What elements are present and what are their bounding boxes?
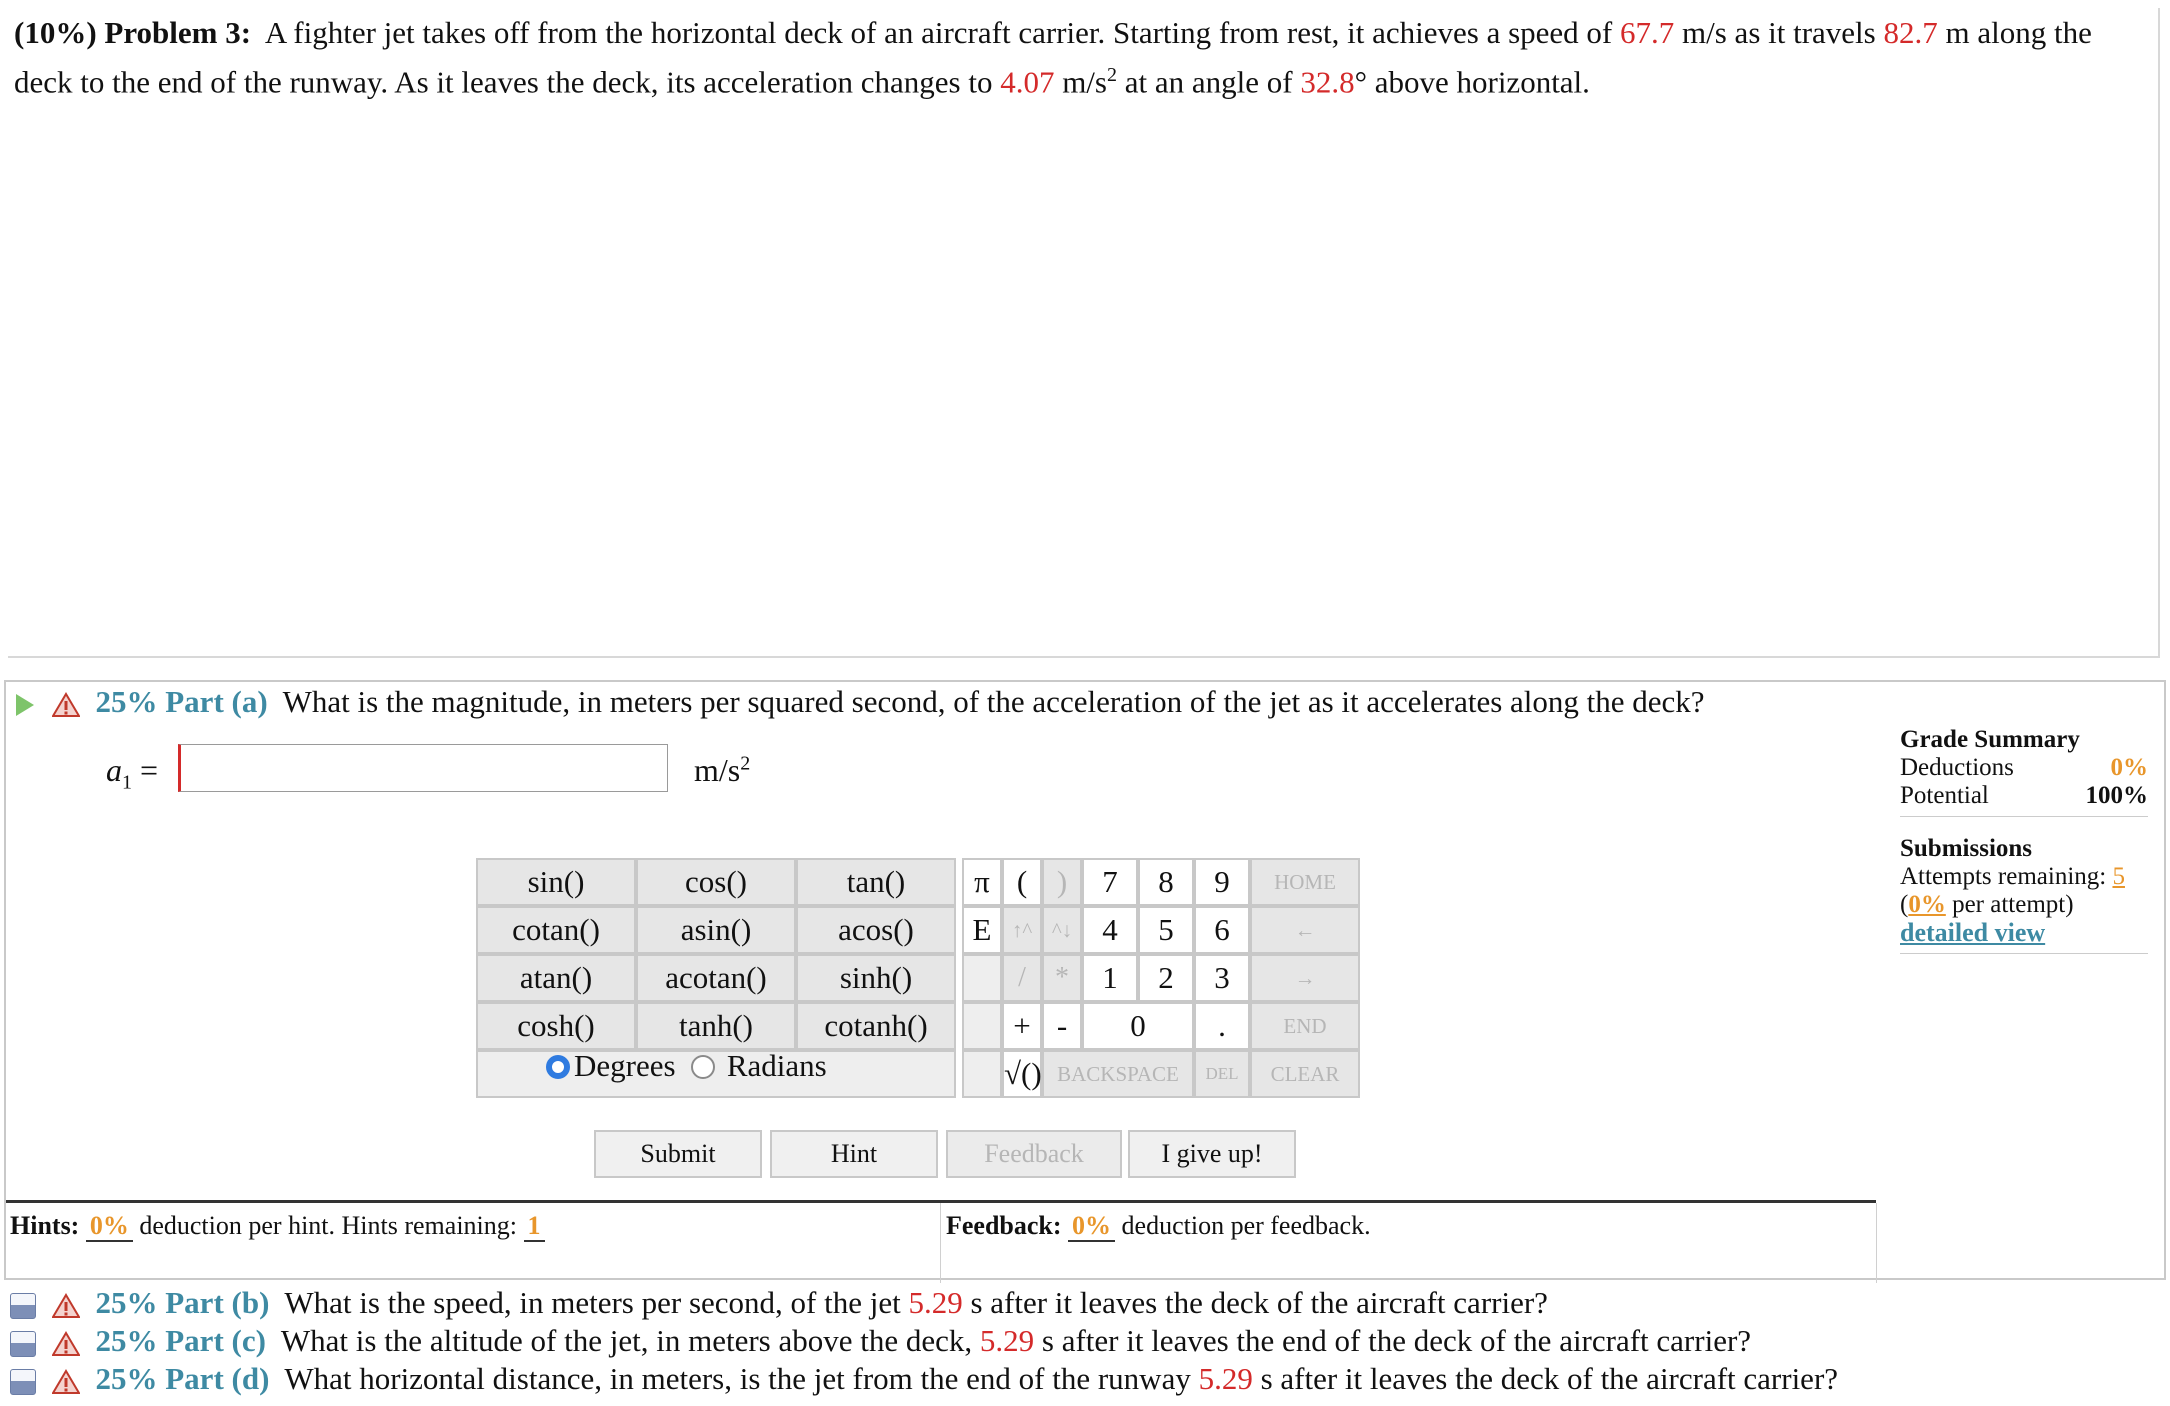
hints-feedback-bar	[6, 1200, 1876, 1283]
digit-6-key[interactable]: 6	[1194, 906, 1250, 954]
problem-text: ° above horizontal.	[1354, 64, 1590, 100]
deductions-value: 0%	[2110, 754, 2148, 781]
function-key-tan[interactable]: tan()	[796, 858, 956, 906]
close-paren-key[interactable]: )	[1042, 858, 1082, 906]
blank-key	[962, 954, 1002, 1002]
radians-label[interactable]: Radians	[726, 1048, 827, 1083]
plus-key[interactable]: +	[1002, 1002, 1042, 1050]
hints-label: Hints:	[10, 1211, 80, 1240]
part-a-panel	[4, 680, 2166, 1280]
feedback-deduction: 0%	[1068, 1211, 1115, 1242]
feedback-label: Feedback:	[946, 1211, 1062, 1240]
up-arrow-key[interactable]: ↑^	[1002, 906, 1042, 954]
digit-8-key[interactable]: 8	[1138, 858, 1194, 906]
function-key-cos[interactable]: cos()	[636, 858, 796, 906]
degrees-radio[interactable]	[546, 1055, 570, 1079]
collapsed-part-icon[interactable]	[10, 1293, 36, 1319]
function-key-cosh[interactable]: cosh()	[476, 1002, 636, 1050]
part-a-question: What is the magnitude, in meters per squared second, of the acceleration of the jet as it accelerates along the deck?	[282, 684, 1705, 719]
function-key-asin[interactable]: asin()	[636, 906, 796, 954]
blank-key	[962, 1002, 1002, 1050]
hint-deduction: 0%	[86, 1211, 133, 1242]
problem-text: m/s as it travels	[1682, 15, 1876, 50]
angle-value: 32.8	[1300, 64, 1355, 100]
digit-7-key[interactable]: 7	[1082, 858, 1138, 906]
part-d-row[interactable]	[10, 1360, 1838, 1398]
function-key-tanh[interactable]: tanh()	[636, 1002, 796, 1050]
grade-summary-title: Grade Summary	[1900, 726, 2080, 753]
problem-text: m/s	[1062, 64, 1107, 100]
unit-label: $m/s^2$	[694, 752, 751, 788]
feedback-text: deduction per feedback.	[1121, 1211, 1371, 1240]
digit-4-key[interactable]: 4	[1082, 906, 1138, 954]
distance-value: 82.7	[1883, 15, 1938, 50]
function-key-sinh[interactable]: sinh()	[796, 954, 956, 1002]
end-key[interactable]: END	[1250, 1002, 1360, 1050]
function-key-sin[interactable]: sin()	[476, 858, 636, 906]
hint-button[interactable]: Hint	[770, 1130, 938, 1178]
part-b-row[interactable]	[10, 1284, 1548, 1322]
pi-key[interactable]: π	[962, 858, 1002, 906]
answer-input[interactable]	[178, 744, 668, 792]
grade-summary	[1900, 726, 2148, 954]
clear-key[interactable]: CLEAR	[1250, 1050, 1360, 1098]
part-a-header	[16, 682, 1705, 722]
play-icon[interactable]	[16, 694, 34, 716]
part-d-value: 5.29	[1198, 1361, 1253, 1396]
part-b-question: What is the speed, in meters per second, of the jet	[284, 1285, 901, 1320]
part-c-question: s after it leaves the end of the deck of the aircraft carrier?	[1041, 1323, 1752, 1358]
open-paren-key[interactable]: (	[1002, 858, 1042, 906]
part-c-label[interactable]: 25% Part (c)	[95, 1323, 266, 1358]
per-attempt-row: (0% per attempt)	[1900, 891, 2074, 918]
divider	[940, 1203, 941, 1283]
digit-1-key[interactable]: 1	[1082, 954, 1138, 1002]
delete-key[interactable]: DEL	[1194, 1050, 1250, 1098]
angle-mode-selector	[546, 1048, 827, 1084]
degrees-label[interactable]: Degrees	[574, 1048, 676, 1083]
multiply-key[interactable]: *	[1042, 954, 1082, 1002]
part-b-value: 5.29	[908, 1285, 963, 1320]
e-key[interactable]: E	[962, 906, 1002, 954]
divide-key[interactable]: /	[1002, 954, 1042, 1002]
function-key-atan[interactable]: atan()	[476, 954, 636, 1002]
digit-9-key[interactable]: 9	[1194, 858, 1250, 906]
feedback-info	[946, 1211, 1371, 1241]
problem-statement: (10%) Problem 3: A fighter jet takes off from the horizontal deck of an aircraft carrier. Starting from rest, it achieves a speed of 67.7 m/s as it travels 82.7 m along the deck to the end of the runway. As it leaves the deck, its acceleration changes to 4.07 $m/s^2$ at an angle of 32.8° above horizontal.	[8, 8, 2160, 658]
digit-2-key[interactable]: 2	[1138, 954, 1194, 1002]
part-d-question: What horizontal distance, in meters, is the jet from the end of the runway	[284, 1361, 1191, 1396]
sqrt-key[interactable]: √()	[1002, 1050, 1042, 1098]
submissions-title: Submissions	[1900, 835, 2033, 862]
accel-value: 4.07	[1000, 64, 1055, 100]
digit-5-key[interactable]: 5	[1138, 906, 1194, 954]
deductions-row: Deductions 0%	[1900, 754, 2148, 781]
problem-weight: (10%)	[14, 15, 97, 50]
right-arrow-key[interactable]: →	[1250, 954, 1360, 1002]
hints-text: deduction per hint. Hints remaining:	[139, 1211, 517, 1240]
radians-radio[interactable]	[691, 1055, 715, 1079]
warning-icon	[52, 692, 80, 718]
submit-button[interactable]: Submit	[594, 1130, 762, 1178]
minus-key[interactable]: -	[1042, 1002, 1082, 1050]
collapsed-part-icon[interactable]	[10, 1369, 36, 1395]
home-key[interactable]: HOME	[1250, 858, 1360, 906]
warning-icon	[52, 1369, 80, 1395]
problem-text: A fighter jet takes off from the horizontal deck of an aircraft carrier. Starting from rest, it achieves a speed of	[264, 15, 1613, 50]
part-a-label[interactable]: 25% Part (a)	[95, 684, 268, 719]
down-arrow-key[interactable]: ^↓	[1042, 906, 1082, 954]
feedback-button[interactable]: Feedback	[946, 1130, 1122, 1178]
backspace-key[interactable]: BACKSPACE	[1042, 1050, 1194, 1098]
collapsed-part-icon[interactable]	[10, 1331, 36, 1357]
potential-row: Potential 100%	[1900, 782, 2148, 809]
part-c-value: 5.29	[979, 1323, 1035, 1358]
function-key-cotan[interactable]: cotan()	[476, 906, 636, 954]
speed-value: 67.7	[1620, 15, 1675, 50]
give-up-button[interactable]: I give up!	[1128, 1130, 1296, 1178]
digit-3-key[interactable]: 3	[1194, 954, 1250, 1002]
left-arrow-key[interactable]: ←	[1250, 906, 1360, 954]
hints-remaining: 1	[524, 1211, 545, 1242]
blank-key	[962, 1050, 1002, 1098]
part-b-question: s after it leaves the deck of the aircraft carrier?	[970, 1285, 1548, 1320]
attempts-value: 5	[2112, 863, 2125, 890]
detailed-view-link[interactable]: detailed view	[1900, 918, 2046, 947]
warning-icon	[52, 1331, 80, 1357]
function-key-acos[interactable]: acos()	[796, 906, 956, 954]
attempts-row: Attempts remaining: 5	[1900, 863, 2125, 890]
decimal-key[interactable]: .	[1194, 1002, 1250, 1050]
part-d-label[interactable]: 25% Part (d)	[95, 1361, 270, 1396]
function-key-acotan[interactable]: acotan()	[636, 954, 796, 1002]
problem-text: at an angle of	[1124, 64, 1293, 100]
problem-number: Problem 3:	[104, 15, 252, 50]
variable-label: $a_1$ =	[106, 752, 159, 794]
potential-value: 100%	[2085, 782, 2148, 809]
problem-text: m along the deck to the end of the runway. As it leaves the deck, its acceleration changes to	[14, 15, 2092, 100]
digit-0-key[interactable]: 0	[1082, 1002, 1194, 1050]
part-b-label[interactable]: 25% Part (b)	[95, 1285, 270, 1320]
divider	[1876, 1203, 1877, 1283]
function-key-cotanh[interactable]: cotanh()	[796, 1002, 956, 1050]
warning-icon	[52, 1293, 80, 1319]
part-c-question: What is the altitude of the jet, in meters above the deck,	[280, 1323, 973, 1358]
hints-info	[10, 1211, 545, 1241]
part-d-question: s after it leaves the deck of the aircraft carrier?	[1260, 1361, 1839, 1396]
part-c-row[interactable]	[10, 1322, 1751, 1360]
